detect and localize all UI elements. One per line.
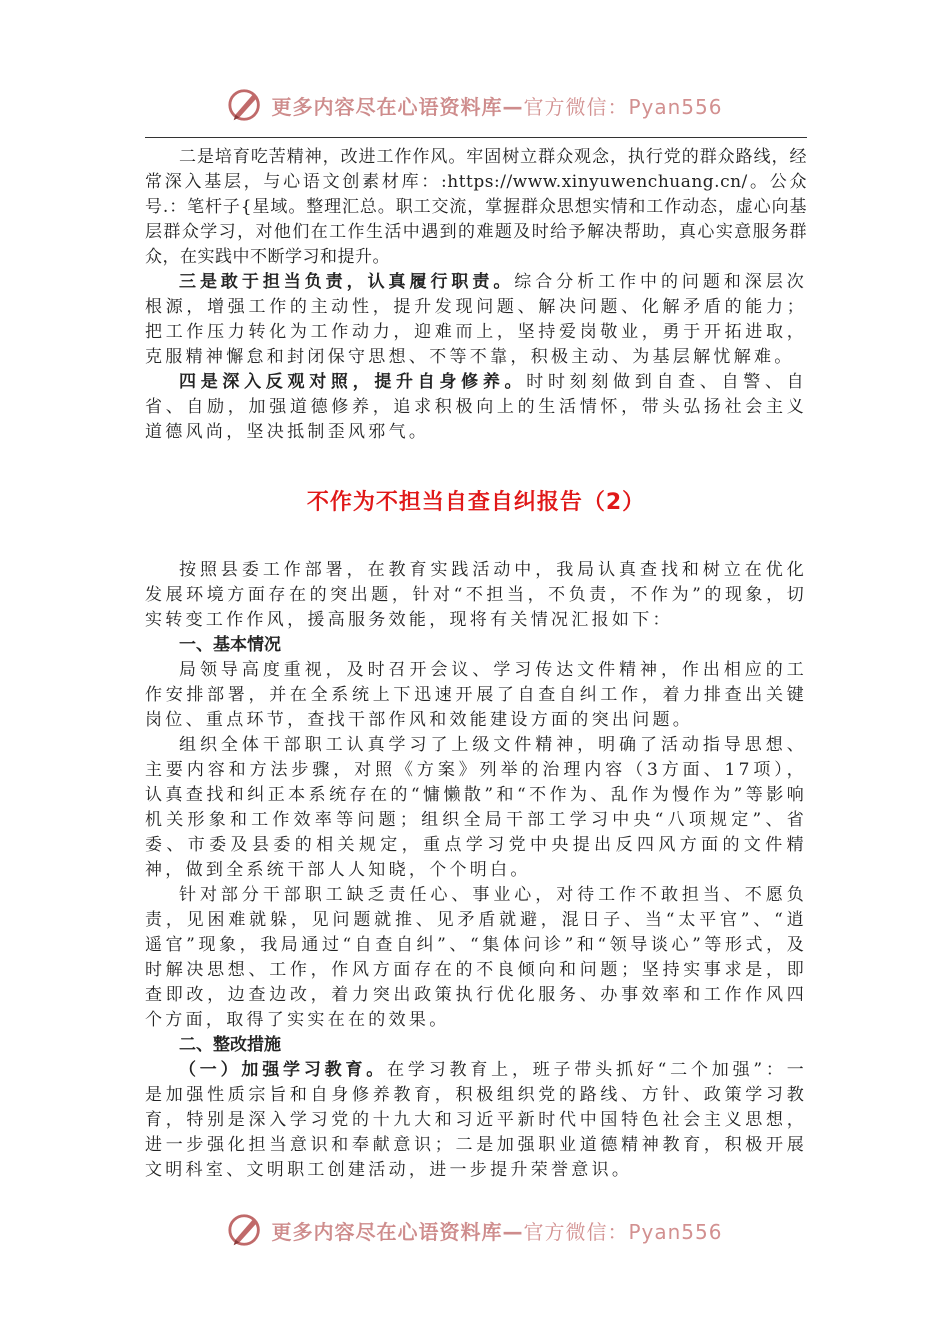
pen-logo-icon	[227, 86, 265, 124]
paragraph: 二是培育吃苦精神，改进工作作风。牢固树立群众观念，执行党的群众路线，经常深入基层，与心语文创素材库：:https://www.xinyuwenchuang.cn/。公众号.：笔杆子{星域。整理汇总。职工交流，掌握群众思想实情和工作动态，虚心向基层群众学习，对他们在工作生活中遇到的难题及时给予解决帮助，真心实意服务群众，在实践中不断学习和提升。	[145, 147, 807, 267]
paragraph-lead: 四是深入反观对照，提升自身修养。	[179, 372, 527, 392]
paragraph-lead: 三是敢于担当负责，认真履行职责。	[179, 272, 515, 292]
banner-wechat: 官方微信：Pyan556	[523, 1219, 723, 1244]
paragraph: 针对部分干部职工缺乏责任心、事业心，对待工作不敢担当、不愿负责，见困难就躲，见问题就推、见矛盾就避，混日子、当“太平官”、“逍遥官”现象，我局通过“自查自纠”、“集体问诊”和“领导谈心”等形式，及时解决思想、工作，作风方面存在的不良倾向和问题；坚持实事求是，即查即改，边查边改，着力突出政策执行优化服务、办事效率和工作作风四个方面，取得了实实在在的效果。	[145, 885, 807, 1030]
header-banner	[0, 80, 950, 130]
paragraph: 组织全体干部职工认真学习了上级文件精神，明确了活动指导思想、主要内容和方法步骤，对照《方案》列举的治理内容（3方面、17项），认真查找和纠正本系统存在的“慵懒散”和“不作为、乱作为慢作为”等影响机关形象和工作效率等问题；组织全局干部工学习中央“八项规定”、省委、市委及县委的相关规定，重点学习党中央提出反四风方面的文件精神，做到全系统干部人人知晓，个个明白。	[145, 735, 807, 880]
footer-banner	[0, 1205, 950, 1255]
banner-text: 更多内容尽在心语资料库—官方微信：Pyan556	[271, 1219, 723, 1244]
paragraph: （一）加强学习教育。在学习教育上，班子带头抓好“二个加强”：一是加强性质宗旨和自身修养教育，积极组织党的路线、方针、政策学习教育，特别是深入学习党的十九大和习近平新时代中国特色社会主义思想，进一步强化担当意识和奉献意识；二是加强职业道德精神教育，积极开展文明科室、文明职工创建活动，进一步提升荣誉意识。	[145, 1060, 807, 1180]
banner-wechat: 官方微信：Pyan556	[523, 94, 723, 119]
section-heading: 二、整改措施	[179, 1035, 281, 1055]
paragraph: 四是深入反观对照，提升自身修养。时时刻刻做到自查、自警、自省、自励，加强道德修养，追求积极向上的生活情怀，带头弘扬社会主义道德风尚，坚决抵制歪风邪气。	[145, 372, 807, 442]
report-title: 不作为不担当自查自纠报告（2）	[306, 490, 646, 515]
paragraph: 按照县委工作部署，在教育实践活动中，我局认真查找和树立在优化发展环境方面存在的突出题，针对“不担当，不负责，不作为”的现象，切实转变工作作风，援高服务效能，现将有关情况汇报如下：	[145, 560, 807, 630]
pen-logo-icon	[227, 1211, 265, 1249]
paragraph: 局领导高度重视，及时召开会议、学习传达文件精神，作出相应的工作安排部署，并在全系统上下迅速开展了自查自纠工作，着力排查出关键岗位、重点环节，查找干部作风和效能建设方面的突出问题。	[145, 660, 807, 730]
banner-text: 更多内容尽在心语资料库—官方微信：Pyan556	[271, 94, 723, 119]
header-rule	[145, 137, 807, 138]
document-body	[145, 145, 807, 1183]
section-heading: 一、基本情况	[179, 635, 281, 655]
paragraph-lead: （一）加强学习教育。	[179, 1060, 388, 1080]
paragraph: 三是敢于担当负责，认真履行职责。综合分析工作中的问题和深层次根源，增强工作的主动性，提升发现问题、解决问题、化解矛盾的能力；把工作压力转化为工作动力，迎难而上，坚持爱岗敬业，勇于开拓进取，克服精神懈怠和封闭保守思想、不等不靠，积极主动、为基层解忧解难。	[145, 272, 807, 367]
